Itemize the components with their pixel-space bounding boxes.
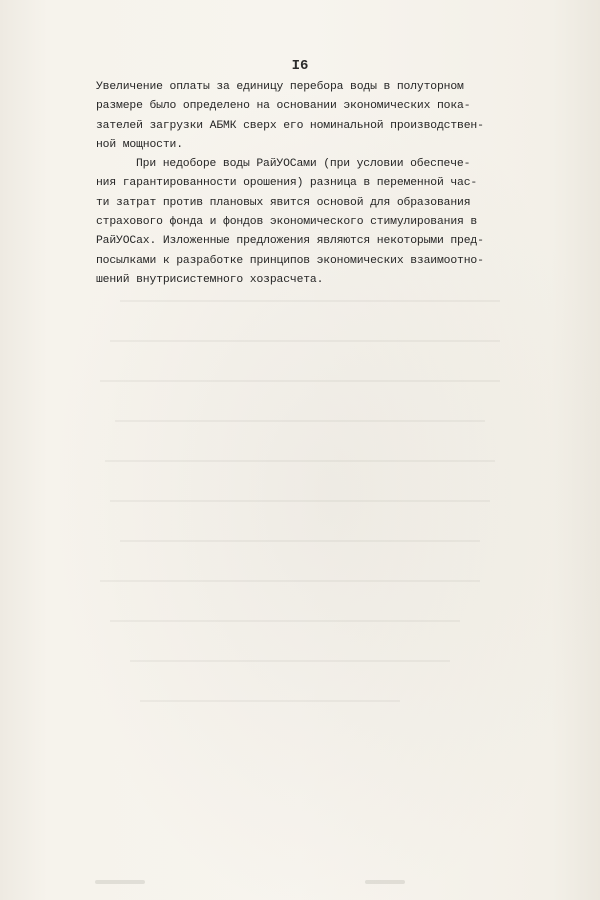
bleed-through-mark <box>120 540 480 542</box>
text-line: страхового фонда и фондов экономического стимулирования в <box>96 216 478 229</box>
bleed-through-mark <box>120 300 500 302</box>
smudge-mark <box>365 880 405 884</box>
text-line: ной мощности. <box>96 138 183 151</box>
text-line: РайУОСах. Изложенные предложения являются некоторыми пред- <box>96 235 484 248</box>
bleed-through-mark <box>100 580 480 582</box>
text-line: ния гарантированности орошения) разница в переменной час- <box>96 177 478 190</box>
bleed-through-mark <box>115 420 485 422</box>
paragraph-1 <box>96 78 536 155</box>
text-line: шений внутрисистемного хозрасчета. <box>96 273 324 286</box>
bleed-through-mark <box>110 500 490 502</box>
bleed-through-mark <box>100 380 500 382</box>
page-number: I6 <box>291 58 309 74</box>
bleed-through-mark <box>140 700 400 702</box>
text-line: размере было определено на основании экономических пока- <box>96 100 471 113</box>
bleed-through-mark <box>130 660 450 662</box>
smudge-mark <box>95 880 145 884</box>
text-line: посылками к разработке принципов экономических взаимоотно- <box>96 254 484 267</box>
body-text <box>96 78 536 290</box>
paragraph-2 <box>96 155 536 290</box>
text-line: зателей загрузки АБМК сверх его номинальной производствен- <box>96 119 484 132</box>
bleed-through-mark <box>105 460 495 462</box>
text-line: ти затрат против плановых явится основой для образования <box>96 196 471 209</box>
bleed-through-mark <box>110 340 500 342</box>
text-line: При недоборе воды РайУОСами (при условии обеспече- <box>136 158 471 171</box>
text-line: Увеличение оплаты за единицу перебора воды в полуторном <box>96 81 464 93</box>
bleed-through-mark <box>110 620 460 622</box>
